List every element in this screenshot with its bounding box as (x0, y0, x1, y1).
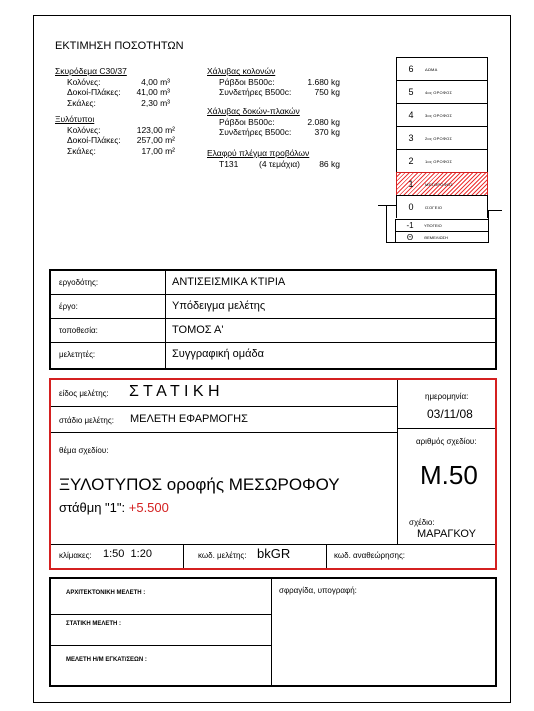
steel-beams-section (207, 106, 342, 138)
qty-value: 86 kg (319, 158, 340, 169)
concrete-section (55, 66, 180, 108)
info-row-work: έργο: Υπόδειγμα μελέτης (51, 295, 495, 319)
foundation-base-line (386, 242, 489, 243)
floor-level: 6 ΔΩΜΑ (396, 57, 488, 80)
location-value: ΤΟΜΟΣ Α' (172, 324, 224, 336)
qty-value: 123,00 m² (136, 124, 175, 135)
qty-note: (4 τεμάχια) (259, 158, 300, 169)
qty-value: 750 kg (314, 87, 340, 97)
formwork-heading: Ξυλότυποι (55, 114, 95, 124)
work-value: Υπόδειγμα μελέτης (172, 300, 266, 312)
drawing-number: Μ.50 (420, 460, 478, 490)
info-row-designers: μελετητές: Συγγραφική ομάδα (59, 348, 264, 360)
qty-value: 370 kg (314, 127, 340, 137)
qty-label: Δοκοί-Πλάκες: (67, 87, 121, 97)
steel-columns-section (207, 66, 342, 98)
ground-wall-left (386, 205, 387, 243)
floor-level: 5 4ος ΟΡΟΦΟΣ (396, 80, 488, 103)
date-value: 03/11/08 (427, 407, 473, 421)
qty-label: T131 (219, 158, 239, 169)
qty-label: Συνδετήρες B500c: (219, 127, 292, 137)
qty-label: Συνδετήρες B500c: (219, 87, 292, 97)
qty-value: 257,00 m² (136, 135, 175, 145)
qty-label: Κολόνες: (67, 76, 101, 87)
qty-value: 41,00 m³ (136, 87, 170, 97)
ground-line-right (488, 210, 502, 211)
mesh-section (207, 148, 342, 169)
qty-value: 2.080 kg (307, 116, 340, 127)
qty-label: Ράβδοι B500c: (219, 116, 275, 127)
qty-value: 2,30 m³ (141, 97, 170, 108)
qty-label: Σκάλες: (67, 97, 96, 108)
stamp-signature-label: σφραγίδα, υπογραφή: (279, 586, 357, 595)
mep-study-label: ΜΕΛΕΤΗ Η/Μ ΕΓΚΑΤ/ΣΕΩΝ : (66, 657, 147, 663)
mesh-heading: Ελαφρύ πλέγμα προβόλων (207, 148, 310, 158)
qty-value: 1.680 kg (307, 76, 340, 87)
qty-value: 4,00 m³ (141, 76, 170, 87)
designers-value: Συγγραφική ομάδα (172, 348, 264, 360)
study-type: Σ Τ Α Τ Ι Κ Η (129, 383, 220, 400)
quantities-title: ΕΚΤΙΜΗΣΗ ΠΟΣΟΤΗΤΩΝ (55, 40, 184, 52)
concrete-heading: Σκυρόδεμα C30/37 (55, 66, 127, 76)
info-row-location: τοποθεσία: ΤΟΜΟΣ Α' (51, 319, 495, 343)
struct-study-label: ΣΤΑΤΙΚΗ ΜΕΛΕΤΗ : (66, 621, 121, 627)
qty-label: Κολόνες: (67, 124, 101, 135)
formwork-section (55, 114, 180, 156)
steel-columns-heading: Χάλυβας κολονών (207, 66, 276, 76)
client-value: ΑΝΤΙΣΕΙΣΜΙΚΑ ΚΤΙΡΙΑ (172, 276, 286, 288)
floor-level: 3 2ος ΟΡΟΦΟΣ (396, 126, 488, 149)
steel-beams-heading: Χάλυβας δοκών-πλακών (207, 106, 300, 116)
drawing-level: στάθμη "1": +5.500 (59, 500, 169, 515)
arch-study-label: ΑΡΧΙΤΕΚΤΟΝΙΚΗ ΜΕΛΕΤΗ : (66, 590, 146, 596)
study-code: bkGR (257, 546, 291, 561)
qty-label: Ράβδοι B500c: (219, 76, 275, 87)
floor-level-highlighted: 1 ΜΕΣΟΡΟΦΟΣ (396, 172, 488, 195)
study-stage: ΜΕΛΕΤΗ ΕΦΑΡΜΟΓΗΣ (130, 413, 248, 425)
floor-level-ground: 0 ΙΣΟΓΕΙΟ (396, 195, 488, 218)
floor-level: 4 3ος ΟΡΟΦΟΣ (396, 103, 488, 126)
floor-level: 2 1ος ΟΡΟΦΟΣ (396, 149, 488, 172)
level-value: +5.500 (128, 500, 169, 515)
qty-label: Δοκοί-Πλάκες: (67, 135, 121, 145)
project-info-box (49, 269, 497, 370)
foundation-level: Θ ΘΕΜΕΛΙΩΣΗ (395, 231, 489, 243)
info-row-client: εργοδότης: ΑΝΤΙΣΕΙΣΜΙΚΑ ΚΤΙΡΙΑ (51, 271, 495, 295)
drawn-by: ΜΑΡΑΓΚΟΥ (417, 528, 476, 540)
basement-level: -1 ΥΠΟΓΕΙΟ (395, 219, 489, 231)
qty-value: 17,00 m² (141, 145, 175, 156)
drawing-subject: ΞΥΛΟΤΥΠΟΣ οροφής ΜΕΣΩΡΟΦΟΥ (59, 475, 340, 494)
signatures-box (49, 577, 497, 687)
scales-value: 1:50 1:20 (103, 548, 152, 560)
qty-label: Σκάλες: (67, 145, 96, 156)
ground-line-left (378, 205, 396, 206)
title-block: είδος μελέτης: Σ Τ Α Τ Ι Κ Η στάδιο μελέτης: ΜΕΛΕΤΗ ΕΦΑΡΜΟΓΗΣ ημερομηνία: 03/11/08 θέμα σχεδίου: ΞΥΛΟΤΥΠΟΣ οροφής ΜΕΣΩΡΟΦΟΥ στάθμη "1": +5.500 αριθμός σχεδίου: Μ.50 σχέδιο: ΜΑΡΑΓΚΟΥ κλίμακες: 1:50 1:20 κωδ. μελέτης: bkGR κωδ. αναθεώρησης: (49, 378, 497, 570)
